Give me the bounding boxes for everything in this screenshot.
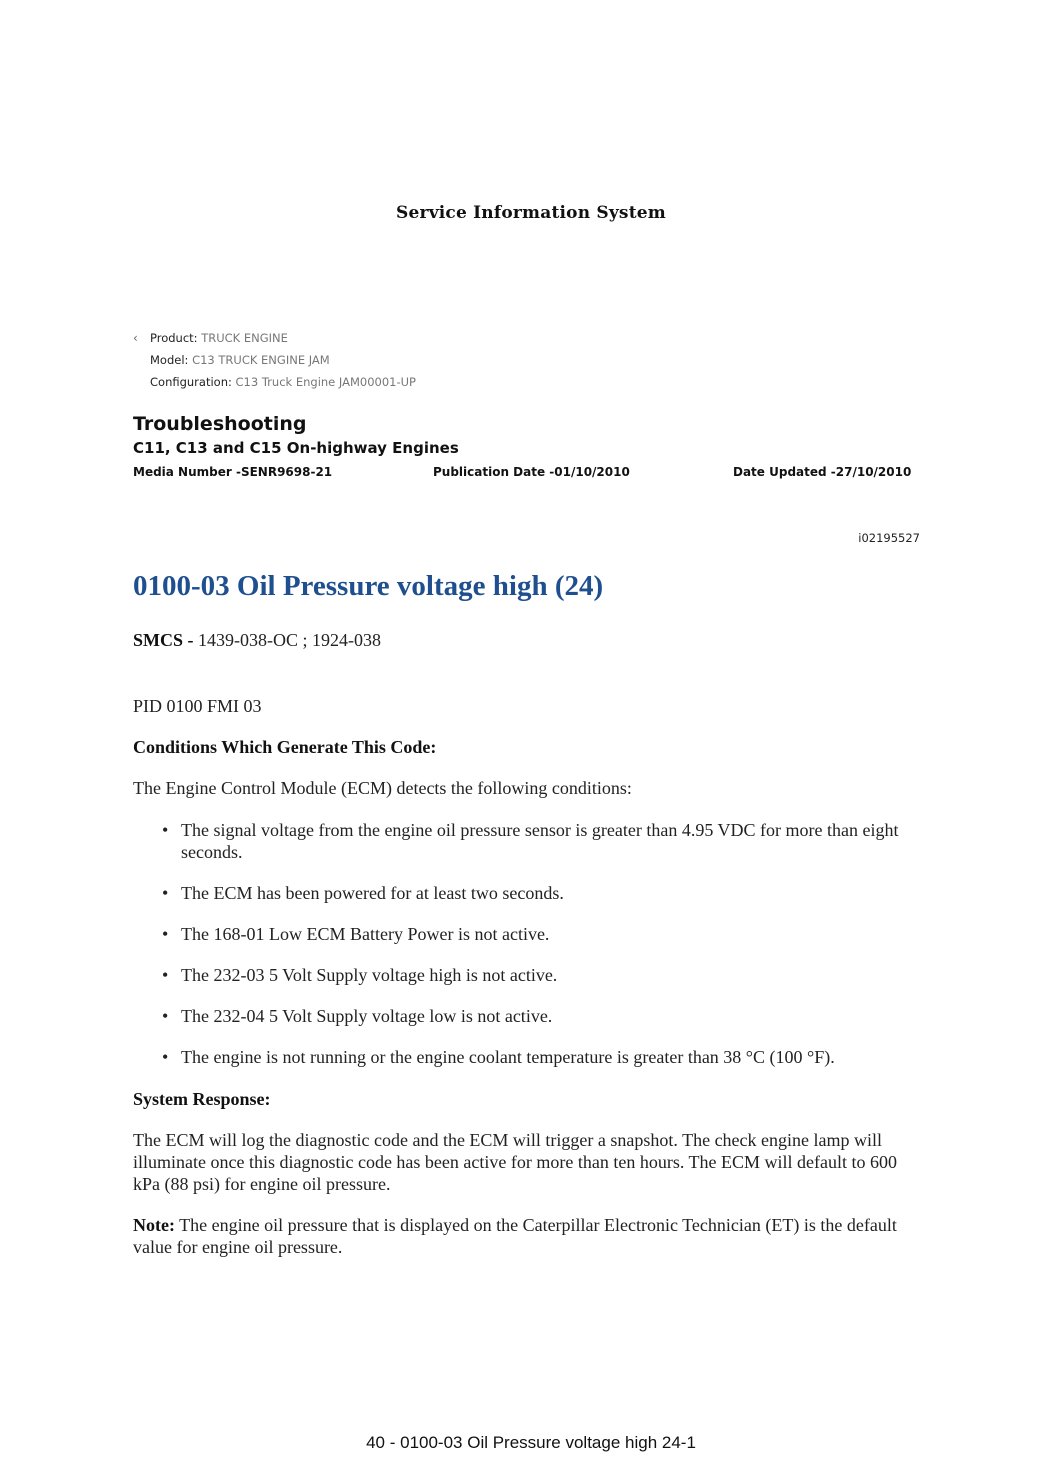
document-id: i02195527 xyxy=(858,531,920,545)
conditions-heading: Conditions Which Generate This Code: xyxy=(133,737,437,757)
media-number: Media Number -SENR9698-21 xyxy=(133,465,333,479)
list-item xyxy=(162,882,922,904)
product-label: Product: xyxy=(150,331,198,345)
system-response-heading: System Response: xyxy=(133,1089,271,1109)
product-value: TRUCK ENGINE xyxy=(201,331,288,345)
conditions-list xyxy=(162,819,922,1087)
bullet: • xyxy=(162,1006,169,1026)
model-row xyxy=(150,353,330,367)
condition-text: The 232-03 5 Volt Supply voltage high is not active. xyxy=(181,965,558,985)
model-label: Model: xyxy=(150,353,189,367)
chevron-left-icon[interactable]: ‹ xyxy=(133,331,138,345)
list-item xyxy=(162,1005,922,1027)
smcs-label: SMCS - xyxy=(133,630,194,650)
condition-text: The engine is not running or the engine coolant temperature is greater than 38 °C (100 °F). xyxy=(181,1047,835,1067)
note-label: Note: xyxy=(133,1215,175,1235)
bullet: • xyxy=(162,883,169,903)
page-footer: 40 - 0100-03 Oil Pressure voltage high 24-1 xyxy=(366,1433,696,1452)
note-paragraph xyxy=(133,1214,913,1258)
condition-text: The ECM has been powered for at least two seconds. xyxy=(181,883,564,903)
bullet: • xyxy=(162,820,169,840)
bullet: • xyxy=(162,924,169,944)
model-value: C13 TRUCK ENGINE JAM xyxy=(192,353,330,367)
list-item xyxy=(162,819,922,863)
condition-text: The signal voltage from the engine oil pressure sensor is greater than 4.95 VDC for more than eight seconds. xyxy=(181,820,899,862)
condition-text: The 168-01 Low ECM Battery Power is not active. xyxy=(181,924,550,944)
page-title: 0100-03 Oil Pressure voltage high (24) xyxy=(133,570,604,602)
engines-subtitle: C11, C13 and C15 On-highway Engines xyxy=(133,439,459,457)
product-row xyxy=(150,331,288,345)
list-item xyxy=(162,1046,922,1068)
conditions-intro: The Engine Control Module (ECM) detects the following conditions: xyxy=(133,778,632,798)
configuration-value: C13 Truck Engine JAM00001-UP xyxy=(235,375,416,389)
pid-fmi: PID 0100 FMI 03 xyxy=(133,696,262,716)
list-item xyxy=(162,964,922,986)
section-title: Troubleshooting xyxy=(133,413,307,435)
publication-date: Publication Date -01/10/2010 xyxy=(433,465,630,479)
list-item xyxy=(162,923,922,945)
bullet: • xyxy=(162,965,169,985)
condition-text: The 232-04 5 Volt Supply voltage low is not active. xyxy=(181,1006,553,1026)
smcs-line xyxy=(133,629,381,651)
configuration-row xyxy=(150,375,416,389)
page-header-title: Service Information System xyxy=(396,203,666,223)
smcs-value: 1439-038-OC ; 1924-038 xyxy=(193,630,382,650)
configuration-label: Configuration: xyxy=(150,375,232,389)
system-response-text: The ECM will log the diagnostic code and the ECM will trigger a snapshot. The check engine lamp will illuminate once this diagnostic code has been active for more than ten hours. The ECM will default to 600 kPa (88 psi) for engine oil pressure. xyxy=(133,1130,897,1194)
note-text: The engine oil pressure that is displayed on the Caterpillar Electronic Technician (ET) is the default value for engine oil pressure. xyxy=(133,1215,897,1257)
date-updated: Date Updated -27/10/2010 xyxy=(733,465,912,479)
bullet: • xyxy=(162,1047,169,1067)
